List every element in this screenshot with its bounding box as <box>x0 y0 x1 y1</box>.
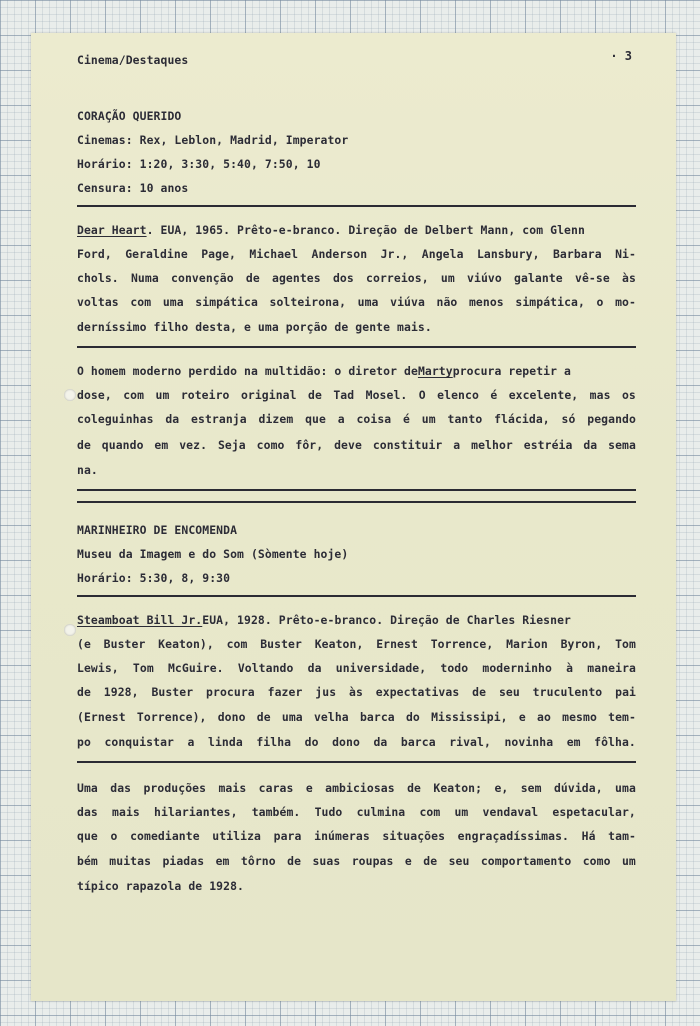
film1-title: CORAÇÃO QUERIDO <box>77 109 182 123</box>
divider-rule <box>77 595 636 597</box>
divider-rule <box>77 501 636 503</box>
film2-synopsis-line: (Ernest Torrence), dono de uma velha barca do Mississipi, e ao mesmo tem- <box>77 710 636 724</box>
film1-synopsis-line: Ford, Geraldine Page, Michael Anderson Jr., Angela Lansbury, Barbara Ni- <box>77 247 636 261</box>
film2-review-line: das mais hilariantes, também. Tudo culmina com um vendaval espetacular, <box>77 805 636 819</box>
film2-review-line: Uma das produções mais caras e ambiciosas de Keaton; e, sem dúvida, uma <box>77 781 636 795</box>
film2-synopsis-line: Lewis, Tom McGuire. Voltando da universidade, todo moderninho à maneira <box>77 661 636 675</box>
film1-cinemas: Cinemas: Rex, Leblon, Madrid, Imperator <box>77 133 349 147</box>
divider-rule <box>77 489 636 491</box>
film1-review-line: na. <box>77 463 98 477</box>
film1-review-line: de quando em vez. Seja como fôr, deve constituir a melhor estréia da sema <box>77 438 636 452</box>
film2-venue: Museu da Imagem e do Som (Sòmente hoje) <box>77 547 349 561</box>
film1-synopsis-line: chols. Numa convenção de agentes dos correios, um viúvo galante vê-se às <box>77 271 636 285</box>
film2-showtimes: Horário: 5:30, 8, 9:30 <box>77 571 231 585</box>
film1-original-title: Dear Heart <box>77 223 147 237</box>
film1-review-line: coleguinhas da estranja dizem que a coisa é um tanto flácida, só pegando <box>77 412 636 426</box>
punch-hole <box>64 389 76 401</box>
film1-review-line: dose, com um roteiro original de Tad Mosel. O elenco é excelente, mas os <box>77 388 636 402</box>
film2-synopsis-line: po conquistar a linda filha do dono da barca rival, novinha em fôlha. <box>77 735 636 749</box>
film2-synopsis-line: (e Buster Keaton), com Buster Keaton, Ernest Torrence, Marion Byron, Tom <box>77 637 636 651</box>
section-heading: Cinema/Destaques <box>77 53 189 67</box>
film2-synopsis-line: Steamboat Bill Jr. EUA, 1928. Prêto-e-branco. Direção de Charles Riesner <box>77 613 572 627</box>
film1-synopsis-line: voltas com uma simpática solteirona, uma viúva não menos simpática, o mo- <box>77 295 636 309</box>
film1-showtimes: Horário: 1:20, 3:30, 5:40, 7:50, 10 <box>77 157 321 171</box>
film2-synopsis-line: de 1928, Buster procura fazer jus às expectativas de seu truculento pai <box>77 685 636 699</box>
film1-rating: Censura: 10 anos <box>77 181 189 195</box>
divider-rule <box>77 205 636 207</box>
film2-review-line: bém muitas piadas em tôrno de suas roupas e de seu comportamento como um <box>77 854 636 868</box>
film1-director-film: Marty <box>417 364 453 378</box>
divider-rule <box>77 346 636 348</box>
film1-review-line: O homem moderno perdido na multidão: o diretor de Marty procura repetir a <box>77 364 572 378</box>
punch-hole <box>64 624 76 636</box>
film2-title: MARINHEIRO DE ENCOMENDA <box>77 523 238 537</box>
film2-review-line: que o comediante utiliza para inúmeras situações engraçadíssimas. Há tam- <box>77 829 636 843</box>
film1-synopsis-line: derníssimo filho desta, e uma porção de gente mais. <box>77 320 432 334</box>
film1-synopsis-line: Dear Heart . EUA, 1965. Prêto-e-branco. Direção de Delbert Mann, com Glenn <box>77 223 585 237</box>
page-number: · 3 <box>610 49 632 63</box>
film2-original-title: Steamboat Bill Jr. <box>77 613 203 627</box>
typewritten-page <box>31 33 676 1001</box>
film2-review-line: típico rapazola de 1928. <box>77 879 244 893</box>
divider-rule <box>77 761 636 763</box>
